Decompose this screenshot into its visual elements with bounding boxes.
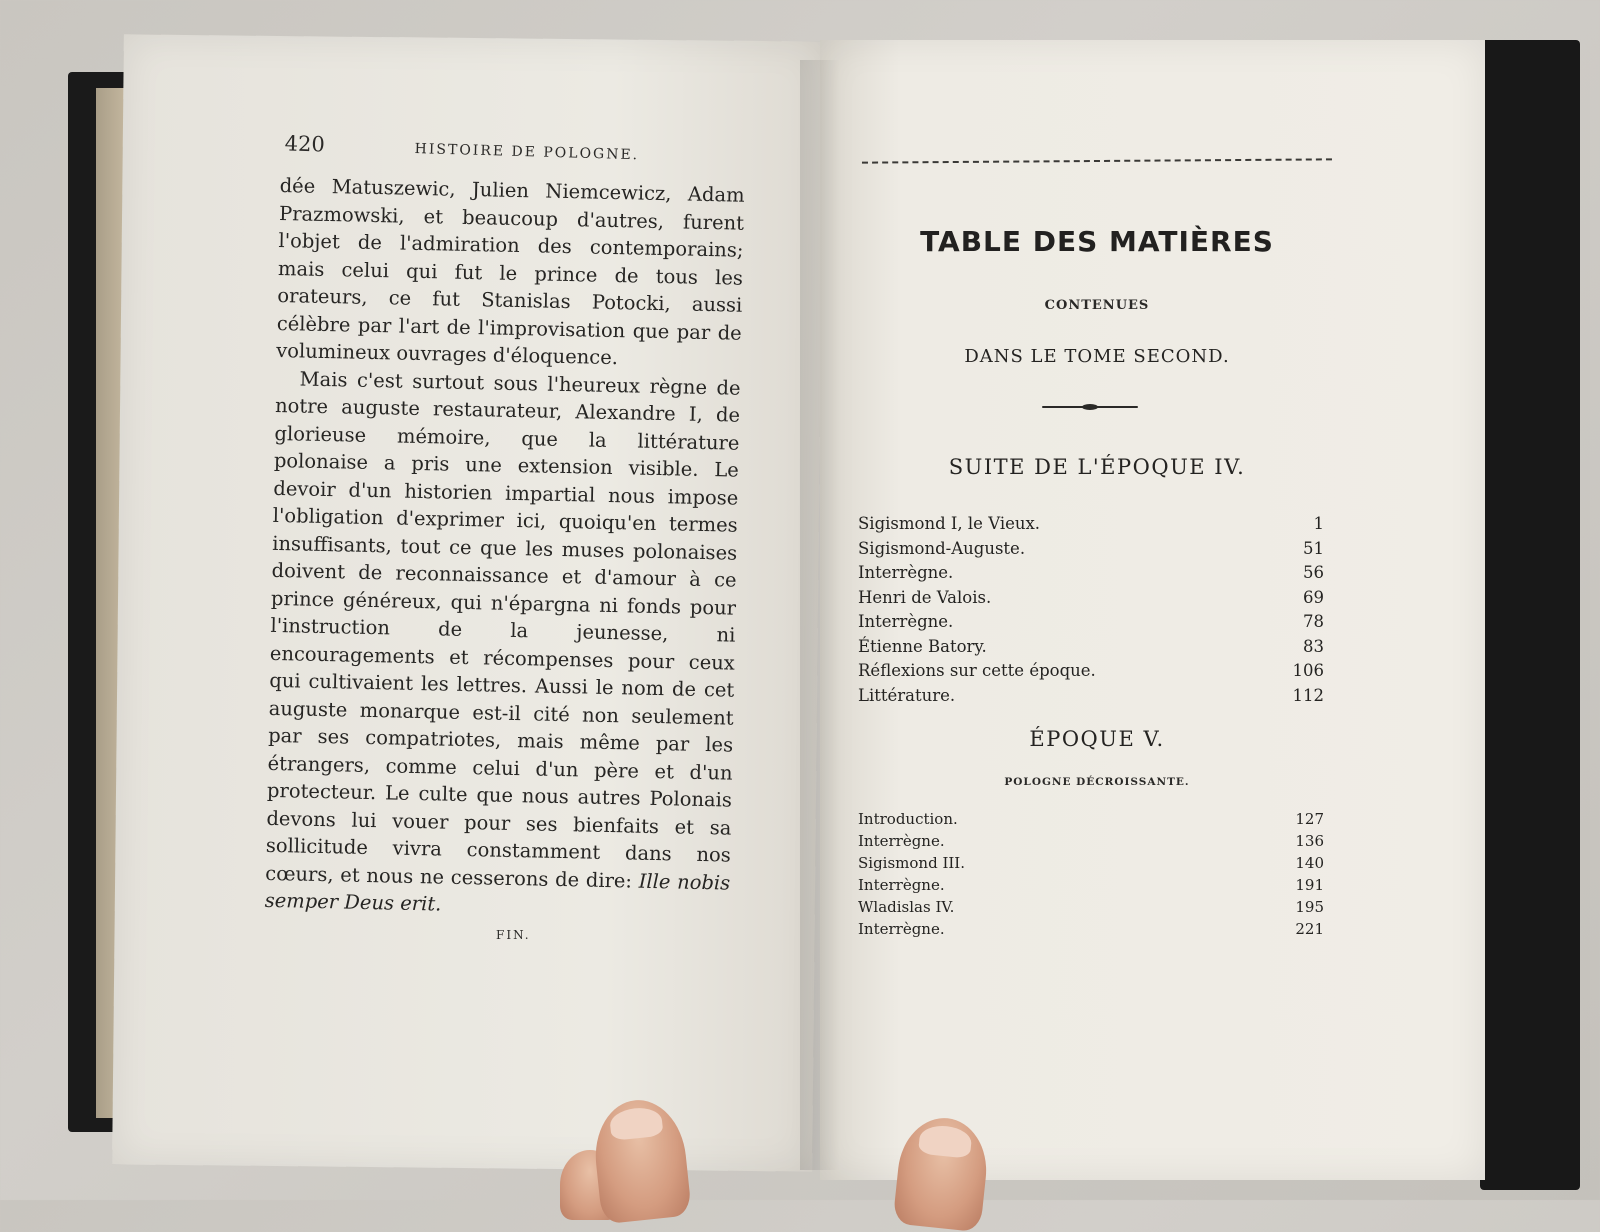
section-subheading-2: POLOGNE DÉCROISSANTE.	[1004, 776, 1190, 788]
toc-page: 136	[1295, 832, 1324, 850]
toc-entry: Sigismond-Auguste.	[858, 538, 1026, 558]
toc-row	[858, 610, 1324, 635]
toc-entry: Introduction.	[858, 810, 958, 828]
toc-row	[858, 561, 1324, 586]
toc-volume: DANS LE TOME SECOND.	[964, 346, 1230, 367]
paragraph-2	[264, 364, 740, 924]
toc-page: 56	[1303, 563, 1324, 582]
page-number: 420	[284, 131, 326, 157]
toc-row	[858, 896, 1324, 918]
toc-row	[858, 586, 1324, 611]
toc-row	[858, 852, 1324, 874]
fingernail	[609, 1106, 664, 1141]
toc-entry: Interrègne.	[858, 920, 945, 938]
toc-row	[858, 808, 1324, 830]
section-heading-1: SUITE DE L'ÉPOQUE IV.	[948, 455, 1246, 479]
book-gutter	[800, 60, 840, 1170]
toc-row	[858, 635, 1324, 660]
toc-entry: Sigismond I, le Vieux.	[858, 514, 1041, 533]
toc-page: 1	[1313, 514, 1324, 533]
ornament-divider	[1042, 405, 1138, 409]
toc-entry: Littérature.	[858, 685, 956, 705]
body-text	[264, 172, 744, 924]
toc-row	[858, 874, 1324, 896]
toc-subtitle: CONTENUES	[1044, 298, 1150, 313]
toc-page: 195	[1295, 898, 1324, 916]
paragraph-2-text: Mais c'est surtout sous l'heureux règne de notre auguste restaurateur, Alexandre I, de glorieuse mémoire, que la littérature polonaise a pris une extension visible. Le devoir d'un historien impartial nous impose l'obligation d'exprimer ici, quoiqu'en termes insuffisants, tout ce que les muses polonaises doivent de reconnaissance et d'amour à ce prince généreux, qui n'épargna ni fonds pour l'instruction de la jeunesse, ni encouragements et récompenses pour ceux qui cultivaient les lettres. Aussi le nom de cet auguste monarque est-il cité non seulement par ses compatriotes, mais même par les étrangers, comme celui d'un père et d'un protecteur. Le culte que nous autres Polonais devons lui vouer pour ses bienfaits et sa sollicitude vivra constamment dans nos cœurs, et nous ne cesserons de dire:	[265, 366, 741, 893]
book-cover-right	[1480, 40, 1580, 1190]
toc-row	[858, 512, 1324, 537]
toc-page: 140	[1295, 854, 1324, 872]
toc-entry: Interrègne.	[858, 876, 945, 894]
toc-row	[858, 684, 1324, 709]
toc-entry: Wladislas IV.	[858, 898, 955, 916]
toc-entry: Henri de Valois.	[858, 587, 992, 607]
fingernail	[918, 1124, 973, 1159]
paragraph-2-latin: Ille nobis semper Deus erit.	[264, 869, 731, 916]
toc-title: TABLE DES MATIÈRES	[920, 225, 1274, 258]
toc-page: 106	[1292, 661, 1324, 680]
toc-page: 51	[1303, 538, 1324, 558]
paragraph-1: dée Matuszewic, Julien Niemcewicz, Adam Prazmowski, et beaucoup d'autres, furent l'objet de l'admiration des contemporains; mais celui qui fut le prince de tous les orateurs, ce fut Stanislas Potocki, aussi célèbre par l'art de l'improvisation que par de volumineux ouvrages d'éloquence.	[276, 173, 745, 370]
toc-page: 112	[1292, 685, 1324, 705]
section-heading-2: ÉPOQUE V.	[1029, 727, 1165, 751]
toc-entry: Interrègne.	[858, 832, 945, 850]
toc-row	[858, 918, 1324, 940]
toc-list-section-1	[858, 512, 1324, 708]
toc-page: 221	[1295, 920, 1324, 938]
toc-page: 127	[1295, 810, 1324, 828]
fin-label: FIN.	[496, 928, 531, 942]
running-head-title: HISTOIRE DE POLOGNE.	[414, 141, 640, 164]
toc-row	[858, 830, 1324, 852]
toc-entry: Interrègne.	[858, 563, 954, 582]
toc-page: 78	[1303, 612, 1324, 631]
toc-row	[858, 537, 1324, 562]
toc-page: 83	[1303, 636, 1324, 656]
toc-row	[858, 659, 1324, 684]
toc-list-section-2	[858, 808, 1324, 940]
toc-page: 69	[1303, 587, 1324, 607]
toc-entry: Sigismond III.	[858, 854, 965, 872]
toc-entry: Étienne Batory.	[858, 636, 987, 656]
toc-entry: Réflexions sur cette époque.	[858, 661, 1096, 680]
toc-entry: Interrègne.	[858, 612, 954, 631]
toc-page: 191	[1295, 876, 1324, 894]
